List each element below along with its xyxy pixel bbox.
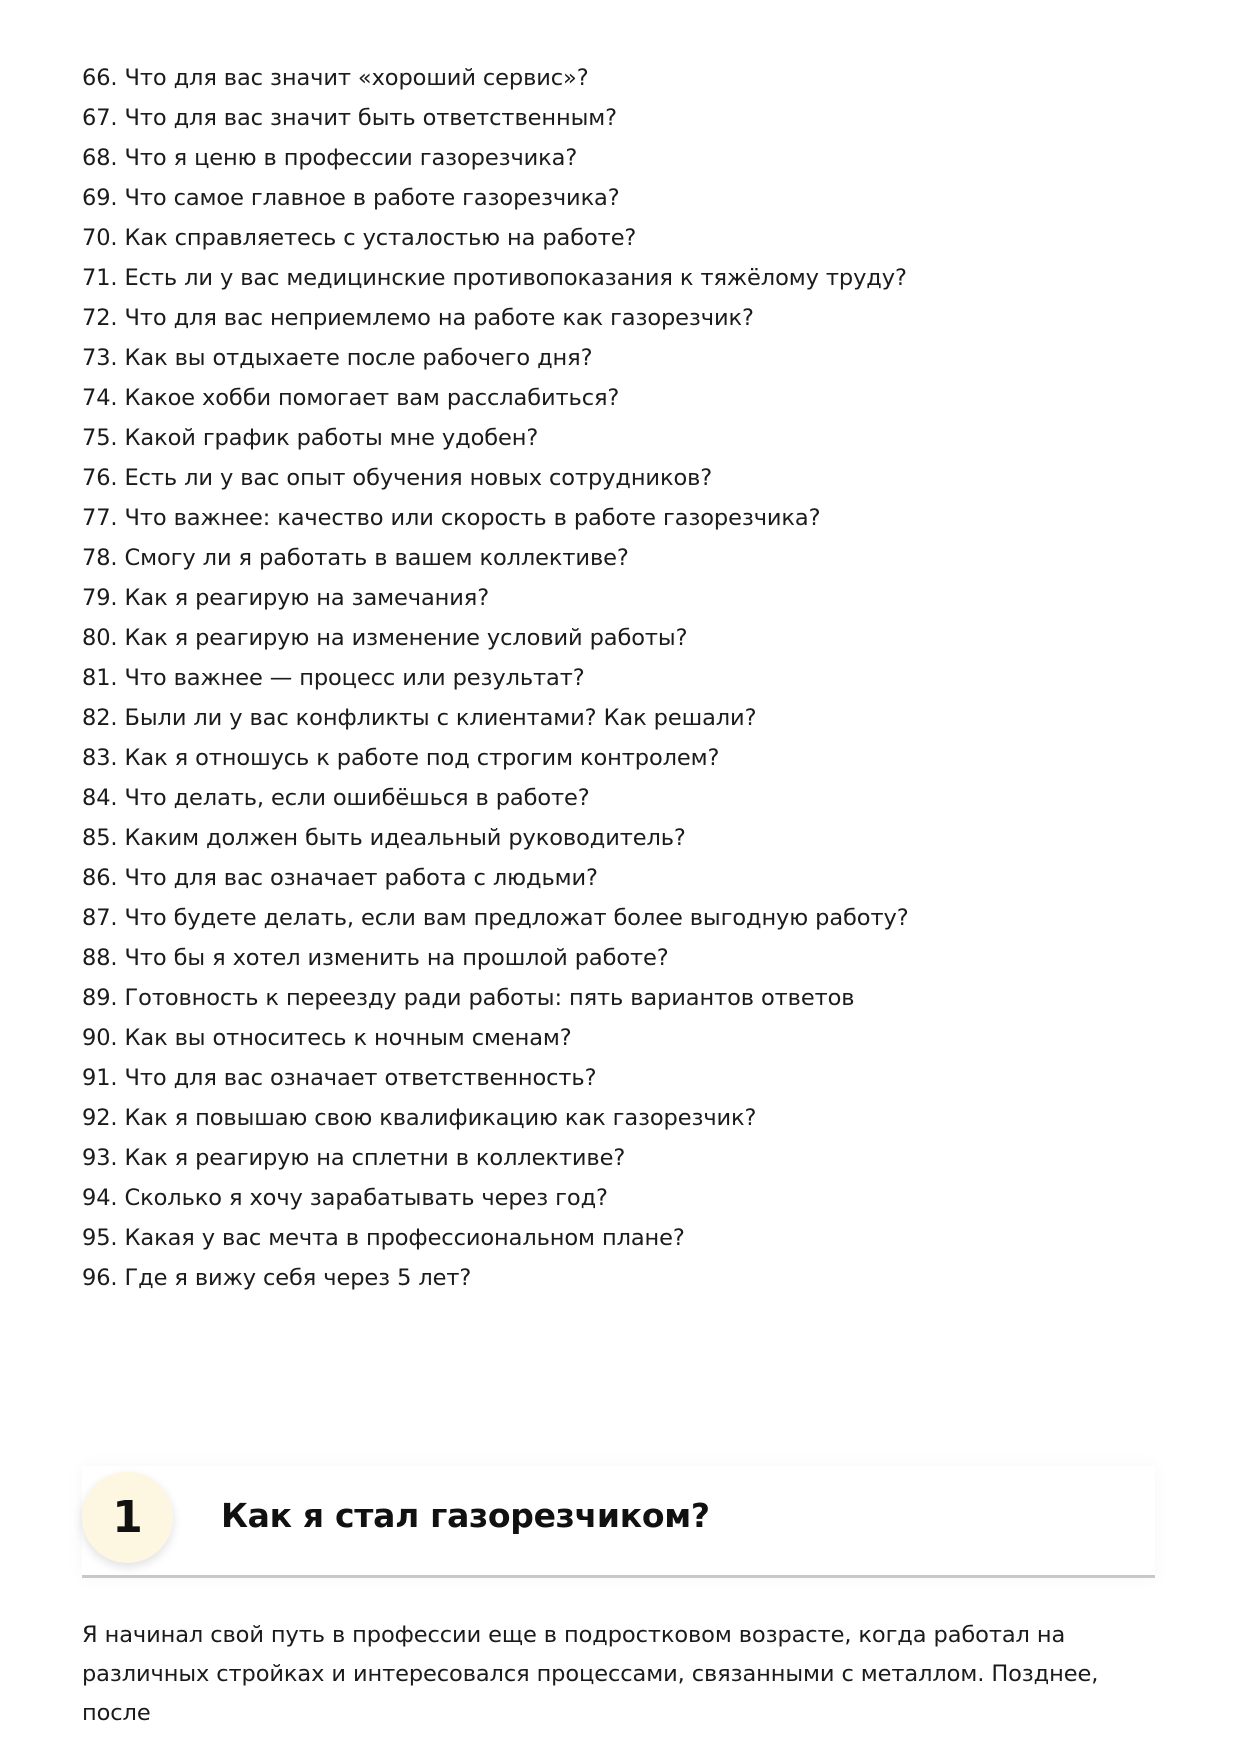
list-item: 70. Как справляетесь с усталостью на работе? [82,225,637,251]
list-item: 81. Что важнее — процесс или результат? [82,665,585,691]
list-item: 90. Как вы относитесь к ночным сменам? [82,1025,572,1051]
list-item: 71. Есть ли у вас медицинские противопоказания к тяжёлому труду? [82,265,907,291]
list-item: 68. Что я ценю в профессии газорезчика? [82,145,578,171]
section-divider [82,1575,1155,1578]
list-item: 94. Сколько я хочу зарабатывать через год? [82,1185,608,1211]
list-item: 89. Готовность к переезду ради работы: пять вариантов ответов [82,985,855,1011]
list-item: 73. Как вы отдыхаете после рабочего дня? [82,345,593,371]
list-item: 82. Были ли у вас конфликты с клиентами? Как решали? [82,705,757,731]
list-item: 95. Какая у вас мечта в профессиональном плане? [82,1225,685,1251]
list-item: 83. Как я отношусь к работе под строгим контролем? [82,745,720,771]
section-title: Как я стал газорезчиком? [221,1496,710,1535]
list-item: 67. Что для вас значит быть ответственным? [82,105,617,131]
list-item: 72. Что для вас неприемлемо на работе как газорезчик? [82,305,754,331]
list-item: 84. Что делать, если ошибёшься в работе? [82,785,590,811]
section-number-badge: 1 [82,1472,173,1563]
list-item: 79. Как я реагирую на замечания? [82,585,490,611]
list-item: 86. Что для вас означает работа с людьми? [82,865,598,891]
list-item: 93. Как я реагирую на сплетни в коллективе? [82,1145,626,1171]
list-item: 69. Что самое главное в работе газорезчика? [82,185,620,211]
list-item: 91. Что для вас означает ответственность? [82,1065,597,1091]
question-list [82,58,909,1298]
list-item: 92. Как я повышаю свою квалификацию как газорезчик? [82,1105,757,1131]
list-item: 96. Где я вижу себя через 5 лет? [82,1265,472,1291]
list-item: 77. Что важнее: качество или скорость в работе газорезчика? [82,505,821,531]
list-item: 88. Что бы я хотел изменить на прошлой работе? [82,945,669,971]
list-item: 78. Смогу ли я работать в вашем коллективе? [82,545,629,571]
list-item: 76. Есть ли у вас опыт обучения новых сотрудников? [82,465,713,491]
list-item: 75. Какой график работы мне удобен? [82,425,539,451]
list-item: 80. Как я реагирую на изменение условий работы? [82,625,688,651]
list-item: 74. Какое хобби помогает вам расслабиться? [82,385,620,411]
section-header [82,1466,1155,1578]
list-item: 85. Каким должен быть идеальный руководитель? [82,825,686,851]
list-item: 66. Что для вас значит «хороший сервис»? [82,65,589,91]
section-body-text: Я начинал свой путь в профессии еще в подростковом возрасте, когда работал на различных стройках и интересовался процессами, связанными с металлом. Позднее, после [82,1622,1099,1726]
list-item: 87. Что будете делать, если вам предложат более выгодную работу? [82,905,909,931]
